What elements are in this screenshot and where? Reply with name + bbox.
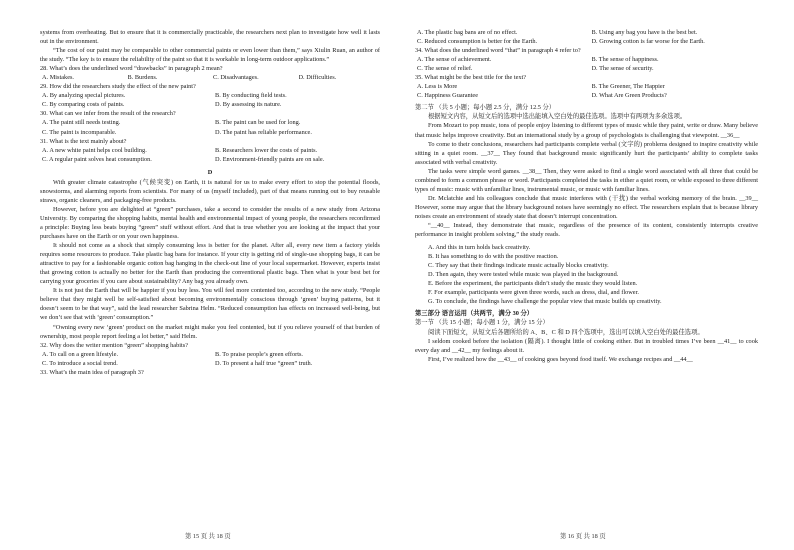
answer-option[interactable]: C. The sense of relief. <box>417 65 473 73</box>
answer-option[interactable]: B. The Greener, The Happier <box>591 83 665 91</box>
answer-options <box>415 55 758 73</box>
passage-d-paragraph-1: With greater climate catastrophe (气候突变) on Earth, it is natural for us to make every effort to stop the potential floods, snowstorms, and alarming reports from scientists. For many of us (myself included), part of that means running out to buy reusable straws, organic cleaners, and packaging-free products. <box>40 178 380 204</box>
intro-paragraph-1: systems from overheating. But to ensure that it is commercially practicable, the researchers next plan to investigate how well it lasts out in the environment. <box>40 29 380 46</box>
answer-options <box>415 28 758 46</box>
answer-options <box>40 118 380 136</box>
question-stem: 30. What can we infer from the result of the research? <box>40 110 176 118</box>
answer-option[interactable]: C. To introduce a social trend. <box>42 359 118 367</box>
option-e: E. Before the experiment, the participants didn’t study the music they would listen. <box>428 280 638 288</box>
passage-d-paragraph-5: “Owning every new ‘green’ product on the market might make you feel contented, but if you relieve yourself of that burden of ownership, most people report feeling a lot better,” said Helm. <box>40 323 380 340</box>
passage-d-paragraph-2: However, before you are delighted at “green” purchases, take a second to consider the results of a new study from Arizona University. By comparing the shopping habits, mental health and environmental impact of young people, the researchers reconfirmed a principle: Buying less beats buying “green” stuff without effort. And that is true whether you are looking at the impact that your purchases have on the Earth or on your own happiness. <box>40 205 380 241</box>
option-c: C. They say that their findings indicate music actually blocks creativity. <box>428 262 609 270</box>
passage-paragraph-4: Dr. Mclatchie and his colleagues conclude that music interferes with (干扰) the verbal working memory of the brain. __39__ However, some may argue that the library background noises have seemingly no effect. The researchers explain that is because library noises create an environment of steady state that doesn’t interrupt concentration. <box>415 194 758 220</box>
option-a: A. And this in turn holds back creativity. <box>428 244 531 252</box>
question-33-stem: 33. What’s the main idea of paragraph 3? <box>40 368 144 376</box>
answer-option[interactable]: B. Using any bag you have is the best bet. <box>591 29 698 36</box>
question-stem: 31. What is the text mainly about? <box>40 137 127 145</box>
answer-option[interactable]: A. The plastic bag bans are of no effect. <box>417 29 518 36</box>
question-32 <box>40 341 380 368</box>
answer-option[interactable]: B. Researchers lower the costs of paints. <box>215 146 318 154</box>
part3-subheading: 第一节 （共 15 小题；每小题 1 分，满分 15 分） <box>415 319 549 327</box>
answer-option[interactable]: B. By conducting field tests. <box>215 92 287 100</box>
answer-option[interactable]: D. Growing cotton is far worse for the Earth. <box>591 38 705 46</box>
option-d: D. Then again, they were tested while music was played in the background. <box>428 271 619 279</box>
answer-option[interactable]: D. By assessing its nature. <box>215 101 282 109</box>
answer-option[interactable]: A. A new white paint helps cool building. <box>42 146 147 154</box>
answer-option[interactable]: C. The paint is incomparable. <box>42 128 117 136</box>
option-b: B. It has something to do with the positive reaction. <box>428 253 559 261</box>
questions-28-31 <box>40 64 380 164</box>
option-f: F. For example, participants were given three words, such as dress, dial, and flower. <box>428 289 639 297</box>
answer-option[interactable]: A. Less is More <box>417 83 458 91</box>
answer-option[interactable]: C. Disadvantages. <box>213 74 259 82</box>
cloze-paragraph-1: I seldom cooked before the isolation (隔离). I thought little of cooking either. But in troubled times I’ve been __41__ to cook every day and __42__ my feelings about it. <box>415 337 758 354</box>
answer-options <box>40 73 380 82</box>
left-column <box>40 28 380 377</box>
answer-option[interactable]: C. By comparing costs of paints. <box>42 101 125 109</box>
answer-option[interactable]: D. To present a half true “green” truth. <box>215 359 313 367</box>
cloze-paragraph-2: First, I’ve realized how the __43__ of cooking goes beyond food itself. We exchange recipes and __44__ <box>428 355 693 363</box>
right-column <box>415 28 758 364</box>
section2-instruction: 根据短文内容，从短文后的选项中选出能填入空白处的最佳选项。选项中有两项为多余选项。 <box>428 113 687 121</box>
answer-option[interactable]: B. Burdens. <box>127 74 158 82</box>
question-stem: 29. How did the researchers study the effect of the new paint? <box>40 83 196 91</box>
answer-option[interactable]: C. Reduced consumption is better for the Earth. <box>417 38 538 46</box>
page-number-left: 第 15 页 共 18 页 <box>185 533 231 540</box>
part3-heading: 第三部分 语言运用（共两节，满分 30 分） <box>415 310 534 318</box>
passage-paragraph-2: To come to their conclusions, researchers had participants complete verbal (文字的) problems designed to inspire creativity while sitting in a quiet room. __37__ They found that background music significantly hurt the participants’ ability to complete tasks associated with verbal creativity. <box>415 140 758 166</box>
question-stem: 35. What might be the best title for the text? <box>415 74 527 82</box>
passage-paragraph-5: “__40__ Instead, they demonstrate that music, regardless of the presence of its content, consistently interrupts creative performance in insight problem solving,” the study reads. <box>415 221 758 239</box>
answer-option[interactable]: D. The paint has reliable performance. <box>215 128 312 136</box>
answer-option[interactable]: B. The paint can be used for long. <box>215 119 301 127</box>
passage-d-paragraph-3: It should not come as a shock that simply consuming less is better for the planet. After all, every new item a factory yields requires some resources to produce. Take plastic bag bans for instance. If your city is getting rid of single-use shopping bags, it can be attractive to pay for a fashionable organic cotton bag hanging in the check-out line of your local supermarket. However, experts insist that growing cotton is actually no better for the Earth than producing the conventional plastic bags. Then what is your best bet for carrying your groceries if you care about sustainability? Any bag you already own. <box>40 242 380 286</box>
answer-option[interactable]: B. To praise people’s green efforts. <box>215 350 303 358</box>
question-stem: 32. Why does the writer mention “green” shopping habits? <box>40 341 188 349</box>
answer-option[interactable]: A. Mistakes. <box>42 74 75 82</box>
passage-paragraph-3: The tasks were simple word games. __38__ Then, they were asked to find a single word associated with all three that could be combined to form a common phrase or word. Participants completed the tasks in either a quiet room, or while exposed to three different types of music: music with unfamiliar lines, instrumental music, or music with familiar lines. <box>415 167 758 193</box>
answer-option[interactable]: D. What Are Green Products? <box>591 92 667 100</box>
answer-option[interactable]: C. Happiness Guarantee <box>417 92 479 100</box>
answer-options <box>40 146 380 164</box>
answer-option[interactable]: D. Difficulties. <box>298 74 337 82</box>
question-stem: 34. What does the underlined word “that” in paragraph 4 refer to? <box>415 47 581 55</box>
answer-option[interactable]: C. A regular paint solves heat consumption. <box>42 155 152 163</box>
option-g: G. To conclude, the findings have challenge the popular view that music builds up creativity. <box>428 298 662 306</box>
answer-options <box>40 91 380 109</box>
answer-options <box>415 82 758 100</box>
answer-option[interactable]: A. The paint still needs testing. <box>42 119 121 127</box>
answer-option[interactable]: D. Environment-friendly paints are on sale. <box>215 155 325 163</box>
answer-option[interactable]: A. By analyzing special pictures. <box>42 92 126 100</box>
answer-option[interactable]: A. The sense of achievement. <box>417 56 492 64</box>
answer-options <box>40 350 380 368</box>
section2-heading: 第二节 （共 5 小题；每小题 2.5 分，满分 12.5 分） <box>415 104 556 112</box>
questions-33-35 <box>415 28 758 100</box>
part3-instruction: 阅读下面短文，从短文后各题所给的 A、B、C 和 D 四个选项中，选出可以填入空白处的最佳选项。 <box>428 328 704 336</box>
page-number-right: 第 16 页 共 18 页 <box>560 533 606 540</box>
question-stem: 28. What’s does the underlined word “drawbacks” in paragraph 2 mean? <box>40 65 223 73</box>
answer-option[interactable]: B. The sense of happiness. <box>591 56 659 64</box>
intro-paragraph-2: “The cost of our paint may be comparable to other commercial paints or even lower than them,” says Xiulin Ruan, an author of the study. “The key is to ensure the reliability of the paint so that it is workable in long-term outdoor applications.” <box>40 47 380 64</box>
answer-option[interactable]: D. The sense of security. <box>591 65 654 73</box>
passage-paragraph-1: From Mozart to pop music, tons of people enjoy listening to different types of music while they paint, write or draw. Many believe that music helps improve creativity. But an international study by a group of psychologists is challenging that viewpoint. __36__ <box>415 122 758 139</box>
passage-d-paragraph-4: It is not just the Earth that will be happier if you buy less. You will feel more contented too, according to the new study. “People believe that they might well be self-satisfied about becoming environmentally conscious through ‘green’ buying patterns, but it doesn’t seem to be that way”, said the lead researcher Sabrina Helm. “Reduced consumption has effects on increased well-being, but we don’t see that with ‘green’ consumption.” <box>40 287 380 322</box>
section-label-d: D <box>207 168 213 176</box>
answer-option[interactable]: A. To call on a green lifestyle. <box>42 350 119 358</box>
seven-options-list <box>415 243 758 306</box>
